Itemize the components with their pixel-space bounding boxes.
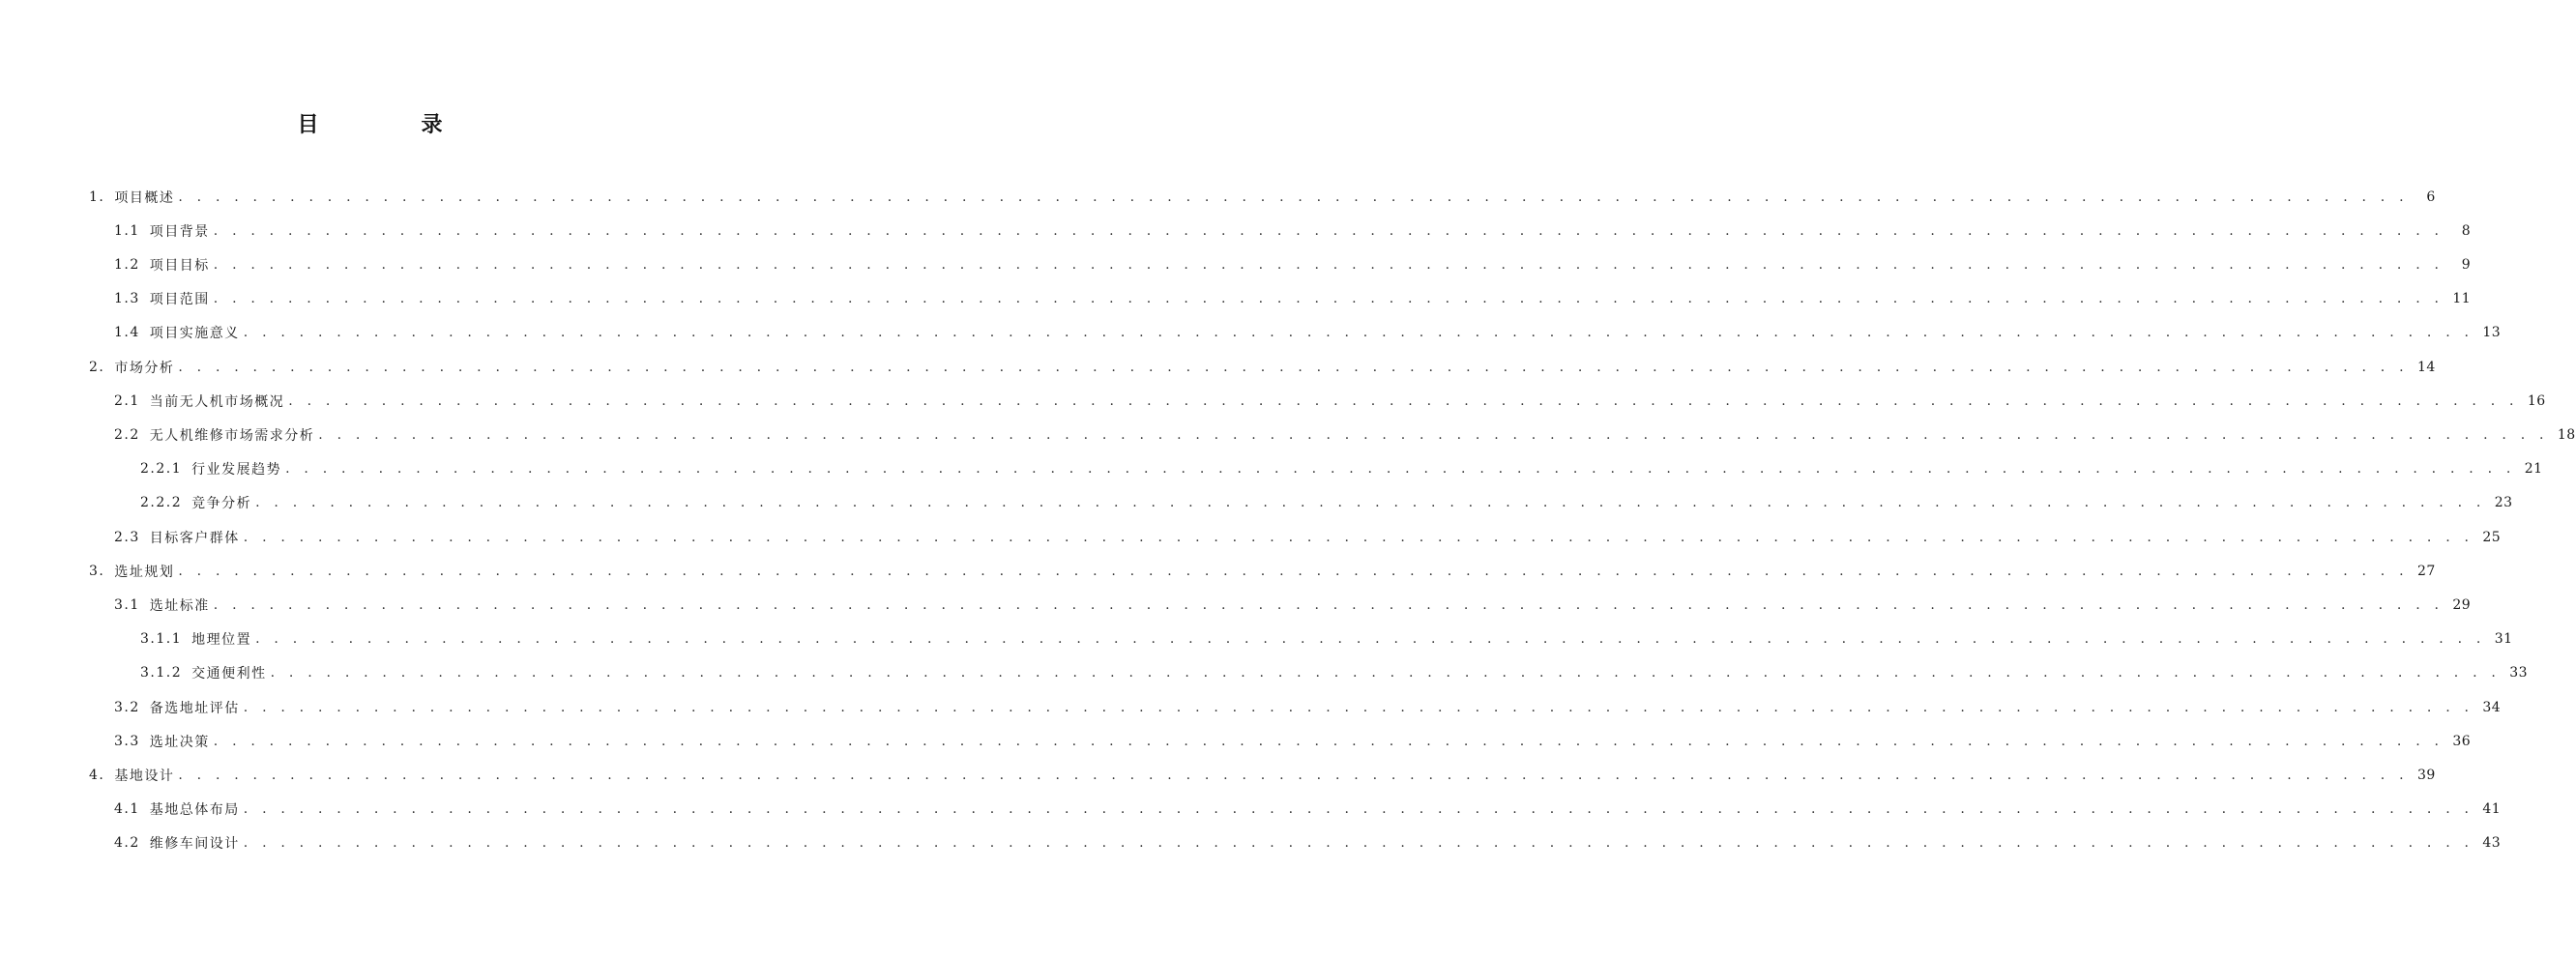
toc-entry-page-number: 34 bbox=[2482, 699, 2502, 715]
toc-dot-leader: . . . . . . . . . . . . . . . . . . . . . . . . . . . . . . . . . . . . . . . . . . . . . . . . . . . . . . . . . . . . . . . . . . . . . . . . . . . . . . . . . . . . . . . . . . . . . . . . . . . . . . . . . . . . . . . . . . . . . . . . bbox=[243, 325, 2474, 341]
toc-entry[interactable] bbox=[114, 282, 2472, 316]
toc-entry-page-number: 16 bbox=[2527, 392, 2546, 409]
toc-entry-label: 基地总体布局 bbox=[149, 802, 240, 819]
toc-entry[interactable] bbox=[114, 520, 2502, 554]
toc-entry-label: 当前无人机市场概况 bbox=[149, 393, 285, 410]
toc-entry-number: 1. bbox=[89, 188, 105, 205]
toc-entry-number: 2.2.2 bbox=[140, 495, 183, 511]
toc-dot-leader: . . . . . . . . . . . . . . . . . . . . . . . . . . . . . . . . . . . . . . . . . . . . . . . . . . . . . . . . . . . . . . . . . . . . . . . . . . . . . . . . . . . . . . . . . . . . . . . . . . . . . . . . . . . . . . . . . . . . . . . . bbox=[178, 563, 2409, 579]
toc-title: 目 录 bbox=[297, 113, 483, 137]
toc-entry-number: 4.1 bbox=[114, 801, 140, 818]
toc-entry[interactable] bbox=[114, 214, 2472, 247]
toc-dot-leader: . . . . . . . . . . . . . . . . . . . . . . . . . . . . . . . . . . . . . . . . . . . . . . . . . . . . . . . . . . . . . . . . . . . . . . . . . . . . . . . . . . . . . . . . . . . . . . . . . . . . . . . . . . . . . . . . . . . . . . . . bbox=[243, 835, 2474, 852]
toc-entry-page-number: 11 bbox=[2452, 291, 2472, 307]
toc-dot-leader: . . . . . . . . . . . . . . . . . . . . . . . . . . . . . . . . . . . . . . . . . . . . . . . . . . . . . . . . . . . . . . . . . . . . . . . . . . . . . . . . . . . . . . . . . . . . . . . . . . . . . . . . . . . . . . . . . . . . . . . . bbox=[318, 426, 2549, 443]
toc-entry-page-number: 39 bbox=[2416, 767, 2436, 783]
toc-entry[interactable] bbox=[114, 826, 2502, 860]
toc-entry-number: 2. bbox=[89, 359, 105, 375]
toc-entry-label: 备选地址评估 bbox=[149, 700, 240, 716]
toc-entry-page-number: 21 bbox=[2524, 461, 2543, 478]
toc-entry-number: 2.3 bbox=[114, 529, 140, 545]
toc-dot-leader: . . . . . . . . . . . . . . . . . . . . . . . . . . . . . . . . . . . . . . . . . . . . . . . . . . . . . . . . . . . . . . . . . . . . . . . . . . . . . . . . . . . . . . . . . . . . . . . . . . . . . . . . . . . . . . . . . . . . . . . . bbox=[285, 461, 2516, 478]
toc-entry[interactable] bbox=[114, 418, 2576, 451]
toc-entry-label: 行业发展趋势 bbox=[191, 462, 282, 478]
toc-entry-number: 3.2 bbox=[114, 699, 140, 715]
toc-entry-number: 1.4 bbox=[114, 325, 140, 341]
toc-entry-label: 项目范围 bbox=[149, 292, 210, 308]
toc-entry-label: 无人机维修市场需求分析 bbox=[149, 427, 315, 444]
toc-entry-label: 交通便利性 bbox=[191, 666, 267, 682]
toc-entry-label: 选址规划 bbox=[114, 564, 175, 580]
toc-entry-label: 选址标准 bbox=[149, 597, 210, 614]
toc-entry[interactable] bbox=[140, 656, 2529, 690]
toc-entry-label: 基地设计 bbox=[114, 768, 175, 784]
toc-dot-leader: . . . . . . . . . . . . . . . . . . . . . . . . . . . . . . . . . . . . . . . . . . . . . . . . . . . . . . . . . . . . . . . . . . . . . . . . . . . . . . . . . . . . . . . . . . . . . . . . . . . . . . . . . . . . . . . . . . . . . . . . bbox=[243, 801, 2474, 818]
toc-entry[interactable] bbox=[89, 180, 2436, 214]
toc-entry[interactable] bbox=[114, 724, 2472, 758]
toc-entry-number: 3.3 bbox=[114, 733, 140, 749]
toc-dot-leader: . . . . . . . . . . . . . . . . . . . . . . . . . . . . . . . . . . . . . . . . . . . . . . . . . . . . . . . . . . . . . . . . . . . . . . . . . . . . . . . . . . . . . . . . . . . . . . . . . . . . . . . . . . . . . . . . . . . . . . . . bbox=[213, 256, 2444, 273]
toc-entry-label: 地理位置 bbox=[191, 632, 252, 649]
toc-entry-page-number: 43 bbox=[2482, 835, 2502, 852]
toc-entry-page-number: 36 bbox=[2452, 733, 2472, 749]
toc-dot-leader: . . . . . . . . . . . . . . . . . . . . . . . . . . . . . . . . . . . . . . . . . . . . . . . . . . . . . . . . . . . . . . . . . . . . . . . . . . . . . . . . . . . . . . . . . . . . . . . . . . . . . . . . . . . . . . . . . . . . . . . . bbox=[213, 291, 2444, 307]
toc-entry-number: 1.3 bbox=[114, 291, 140, 307]
toc-entry-number: 1.1 bbox=[114, 222, 140, 239]
toc-entry-page-number: 29 bbox=[2452, 596, 2472, 613]
toc-entry-label: 项目实施意义 bbox=[149, 326, 240, 342]
toc-dot-leader: . . . . . . . . . . . . . . . . . . . . . . . . . . . . . . . . . . . . . . . . . . . . . . . . . . . . . . . . . . . . . . . . . . . . . . . . . . . . . . . . . . . . . . . . . . . . . . . . . . . . . . . . . . . . . . . . . . . . . . . . bbox=[288, 392, 2519, 409]
toc-entry-number: 2.2.1 bbox=[140, 461, 183, 478]
toc-entry-page-number: 18 bbox=[2557, 426, 2576, 443]
toc-entry-label: 竞争分析 bbox=[191, 496, 252, 512]
toc-dot-leader: . . . . . . . . . . . . . . . . . . . . . . . . . . . . . . . . . . . . . . . . . . . . . . . . . . . . . . . . . . . . . . . . . . . . . . . . . . . . . . . . . . . . . . . . . . . . . . . . . . . . . . . . . . . . . . . . . . . . . . . . bbox=[178, 188, 2409, 205]
toc-entry-label: 项目背景 bbox=[149, 223, 210, 240]
toc-dot-leader: . . . . . . . . . . . . . . . . . . . . . . . . . . . . . . . . . . . . . . . . . . . . . . . . . . . . . . . . . . . . . . . . . . . . . . . . . . . . . . . . . . . . . . . . . . . . . . . . . . . . . . . . . . . . . . . . . . . . . . . . bbox=[213, 222, 2444, 239]
toc-dot-leader: . . . . . . . . . . . . . . . . . . . . . . . . . . . . . . . . . . . . . . . . . . . . . . . . . . . . . . . . . . . . . . . . . . . . . . . . . . . . . . . . . . . . . . . . . . . . . . . . . . . . . . . . . . . . . . . . . . . . . . . . bbox=[243, 699, 2474, 715]
toc-entry[interactable] bbox=[114, 316, 2502, 350]
toc-entry[interactable] bbox=[140, 623, 2513, 656]
toc-entry-label: 项目目标 bbox=[149, 257, 210, 274]
toc-entry-number: 3.1.2 bbox=[140, 665, 183, 682]
toc-entry-label: 市场分析 bbox=[114, 360, 175, 376]
toc-dot-leader: . . . . . . . . . . . . . . . . . . . . . . . . . . . . . . . . . . . . . . . . . . . . . . . . . . . . . . . . . . . . . . . . . . . . . . . . . . . . . . . . . . . . . . . . . . . . . . . . . . . . . . . . . . . . . . . . . . . . . . . . bbox=[213, 733, 2444, 749]
toc-entry-number: 2.1 bbox=[114, 392, 140, 409]
toc-dot-leader: . . . . . . . . . . . . . . . . . . . . . . . . . . . . . . . . . . . . . . . . . . . . . . . . . . . . . . . . . . . . . . . . . . . . . . . . . . . . . . . . . . . . . . . . . . . . . . . . . . . . . . . . . . . . . . . . . . . . . . . . bbox=[270, 665, 2502, 682]
toc-entry-page-number: 9 bbox=[2461, 256, 2472, 273]
toc-entry-page-number: 6 bbox=[2426, 188, 2436, 205]
toc-entry[interactable] bbox=[114, 588, 2472, 622]
toc-entry[interactable] bbox=[140, 486, 2513, 520]
toc-entry-page-number: 8 bbox=[2461, 222, 2472, 239]
toc-entry[interactable] bbox=[114, 793, 2502, 826]
toc-entry[interactable] bbox=[114, 247, 2472, 281]
toc-entry-page-number: 14 bbox=[2416, 359, 2436, 375]
toc-dot-leader: . . . . . . . . . . . . . . . . . . . . . . . . . . . . . . . . . . . . . . . . . . . . . . . . . . . . . . . . . . . . . . . . . . . . . . . . . . . . . . . . . . . . . . . . . . . . . . . . . . . . . . . . . . . . . . . . . . . . . . . . bbox=[255, 495, 2486, 511]
toc-entry-number: 3. bbox=[89, 563, 105, 579]
toc-entry-page-number: 27 bbox=[2416, 563, 2436, 579]
toc-entry[interactable] bbox=[114, 384, 2546, 418]
toc-dot-leader: . . . . . . . . . . . . . . . . . . . . . . . . . . . . . . . . . . . . . . . . . . . . . . . . . . . . . . . . . . . . . . . . . . . . . . . . . . . . . . . . . . . . . . . . . . . . . . . . . . . . . . . . . . . . . . . . . . . . . . . . bbox=[178, 767, 2409, 783]
toc-entry-label: 目标客户群体 bbox=[149, 530, 240, 546]
toc-dot-leader: . . . . . . . . . . . . . . . . . . . . . . . . . . . . . . . . . . . . . . . . . . . . . . . . . . . . . . . . . . . . . . . . . . . . . . . . . . . . . . . . . . . . . . . . . . . . . . . . . . . . . . . . . . . . . . . . . . . . . . . . bbox=[178, 359, 2409, 375]
toc-entry-number: 1.2 bbox=[114, 256, 140, 273]
toc-entry-page-number: 33 bbox=[2509, 665, 2529, 682]
toc-entry-page-number: 13 bbox=[2482, 325, 2502, 341]
toc-entry[interactable] bbox=[89, 758, 2436, 792]
toc-entry-page-number: 41 bbox=[2482, 801, 2502, 818]
toc-entry-number: 4. bbox=[89, 767, 105, 783]
toc-entry-number: 3.1 bbox=[114, 596, 140, 613]
toc-entry-page-number: 23 bbox=[2494, 495, 2513, 511]
toc-entry[interactable] bbox=[114, 690, 2502, 724]
toc-entry-number: 3.1.1 bbox=[140, 631, 183, 648]
toc-entry[interactable] bbox=[89, 554, 2436, 588]
toc-entry-number: 2.2 bbox=[114, 426, 140, 443]
toc-entry-label: 项目概述 bbox=[114, 189, 175, 206]
toc-entry[interactable] bbox=[140, 452, 2543, 486]
toc-entry-page-number: 31 bbox=[2494, 631, 2513, 648]
toc-dot-leader: . . . . . . . . . . . . . . . . . . . . . . . . . . . . . . . . . . . . . . . . . . . . . . . . . . . . . . . . . . . . . . . . . . . . . . . . . . . . . . . . . . . . . . . . . . . . . . . . . . . . . . . . . . . . . . . . . . . . . . . . bbox=[255, 631, 2486, 648]
toc-entry-label: 选址决策 bbox=[149, 734, 210, 750]
toc-dot-leader: . . . . . . . . . . . . . . . . . . . . . . . . . . . . . . . . . . . . . . . . . . . . . . . . . . . . . . . . . . . . . . . . . . . . . . . . . . . . . . . . . . . . . . . . . . . . . . . . . . . . . . . . . . . . . . . . . . . . . . . . bbox=[213, 596, 2444, 613]
toc-entry-label: 维修车间设计 bbox=[149, 836, 240, 853]
toc-entry-page-number: 25 bbox=[2482, 529, 2502, 545]
toc-entry[interactable] bbox=[89, 350, 2436, 384]
toc-entry-number: 4.2 bbox=[114, 835, 140, 852]
toc-dot-leader: . . . . . . . . . . . . . . . . . . . . . . . . . . . . . . . . . . . . . . . . . . . . . . . . . . . . . . . . . . . . . . . . . . . . . . . . . . . . . . . . . . . . . . . . . . . . . . . . . . . . . . . . . . . . . . . . . . . . . . . . bbox=[243, 529, 2474, 545]
